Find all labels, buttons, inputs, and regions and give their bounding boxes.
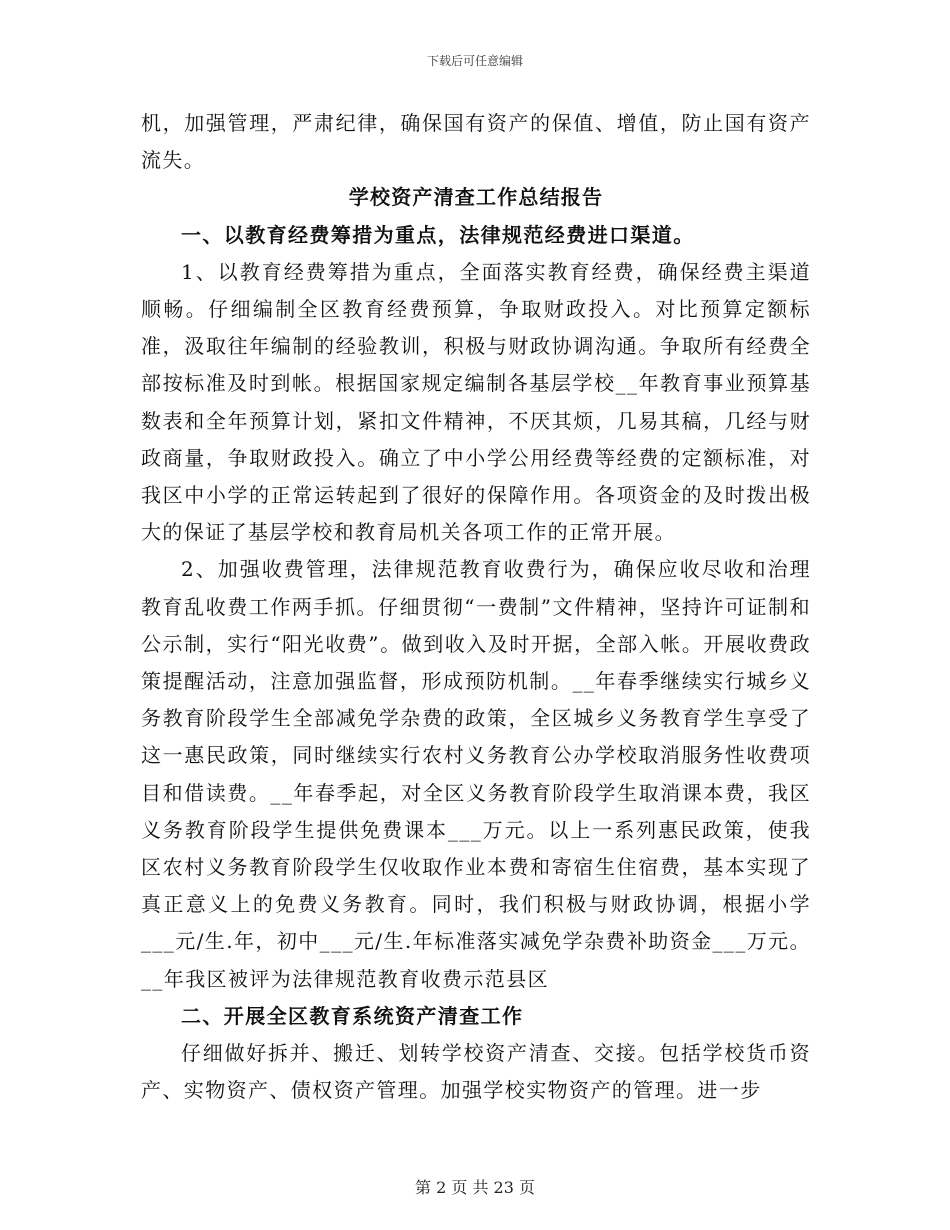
page-indicator: 第 2 页 共 23 页 [415, 1178, 535, 1197]
section-2-heading: 二、开展全区教育系统资产清查工作 [181, 1003, 524, 1028]
section-1-heading: 一、以教育经费筹措为重点，法律规范经费进口渠道。 [181, 222, 695, 247]
continuation-paragraph: 机，加强管理，严肃纪律，确保国有资产的保值、增值，防止国有资产流失。 [141, 111, 811, 173]
section-1-paragraph-1: 1、以教育经费筹措为重点，全面落实教育经费，确保经费主渠道顺畅。仔细编制全区教育经费预算，争取财政投入。对比预算定额标准，汲取往年编制的经验教训，积极与财政协调沟通。争取所有经费全部按标准及时到帐。根据国家规定编制各基层学校__年教育事业预算基数表和全年预算计划，紧扣文件精神，不厌其烦，几易其稿，几经与财政商量，争取财政投入。确立了中小学公用经费等经费的定额标准，对我区中小学的正常运转起到了很好的保障作用。各项资金的及时拨出极大的保证了基层学校和教育局机关各项工作的正常开展。 [141, 259, 811, 545]
document-title: 学校资产清查工作总结报告 [348, 185, 604, 210]
header-note: 下载后可任意编辑 [426, 54, 523, 68]
document-body [141, 105, 811, 1109]
section-1-paragraph-2: 2、加强收费管理，法律规范教育收费行为，确保应收尽收和治理教育乱收费工作两手抓。仔细贯彻“一费制”文件精神，坚持许可证制和公示制，实行“阳光收费”。做到收入及时开据，全部入帐。开展收费政策提醒活动，注意加强监督，形成预防机制。__年春季继续实行城乡义务教育阶段学生全部减免学杂费的政策，全区城乡义务教育学生享受了这一惠民政策，同时继续实行农村义务教育公办学校取消服务性收费项目和借读费。__年春季起，对全区义务教育阶段学生取消课本费，我区义务教育阶段学生提供免费课本___万元。以上一系列惠民政策，使我区农村义务教育阶段学生仅收取作业本费和寄宿生住宿费，基本实现了真正意义上的免费义务教育。同时，我们积极与财政协调，根据小学___元/生.年，初中___元/生.年标准落实减免学杂费补助资金___万元。__年我区被评为法律规范教育收费示范县区 [141, 557, 811, 991]
section-2-paragraph-1: 仔细做好拆并、搬迁、划转学校资产清查、交接。包括学校货币资产、实物资产、债权资产管理。加强学校实物资产的管理。进一步 [141, 1041, 811, 1103]
